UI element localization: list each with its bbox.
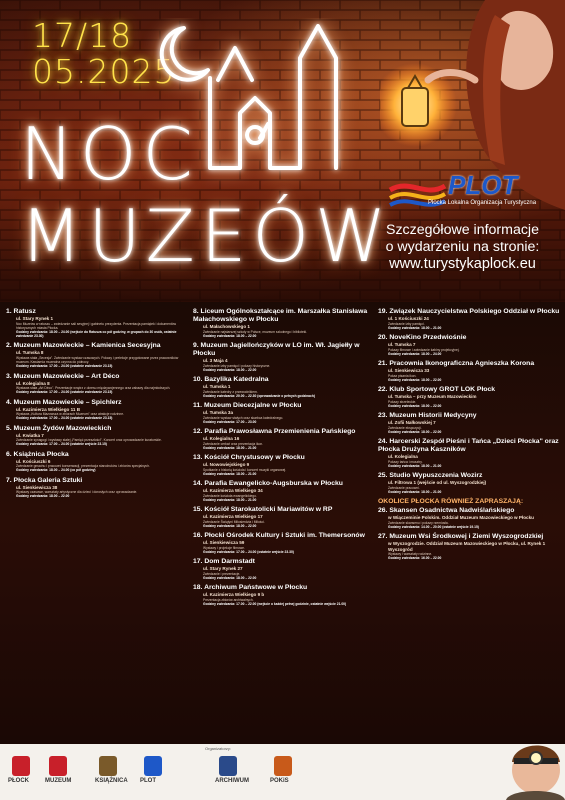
date-month-year: 05.2025 bbox=[32, 52, 176, 91]
entry-description: Wystawa stała „Art Déco". Prezentacje wnętrz z okresu międzywojennego oraz zabawy dla najmłodszych. bbox=[16, 386, 171, 391]
entry-description: Zwiedzanie wystaw stałych oraz skarbca katedralnego. bbox=[203, 415, 284, 420]
sponsor-logo: MUZEUM bbox=[45, 756, 71, 800]
entry-title: 7. Płocka Galeria Sztuki bbox=[6, 476, 83, 484]
sponsor-logo-icon bbox=[49, 756, 67, 776]
program-entry bbox=[378, 386, 560, 408]
entry-hours: Godziny zwiedzania: 18.00 – 21.00 bbox=[203, 445, 257, 450]
entry-title: 14. Parafia Ewangelicko-Augsburska w Płocku bbox=[193, 480, 343, 487]
entry-address: ul. Tumska 8 bbox=[16, 350, 44, 356]
program-entry bbox=[378, 507, 560, 529]
entry-address: w Wyszogrodzie. Oddział Muzeum Mazowieckiego w Płocku, ul. Rynek 1 Wyszogród bbox=[388, 541, 546, 552]
entry-hours: Godziny zwiedzania: 18.00 – 22.00 bbox=[203, 523, 257, 528]
entry-description: Wystawy i warsztaty rodzinne. bbox=[388, 552, 433, 557]
program-entry bbox=[378, 412, 560, 434]
entry-hours: Godziny zwiedzania: 18.00 – 22.00 bbox=[388, 403, 442, 408]
sponsor-logo-icon bbox=[219, 756, 237, 776]
program-entry bbox=[6, 342, 182, 368]
sponsor-logo: ARCHIWUM bbox=[215, 756, 249, 800]
entry-hours: Godziny zwiedzania: 17.00 – 24.00 (ostatnie zwiedzanie 23.15) bbox=[16, 390, 113, 395]
entry-hours: Godziny zwiedzania: 16.00 – 22.00 bbox=[388, 556, 442, 561]
entry-title: 20. NoveKino Przedwiośnie bbox=[378, 334, 467, 341]
program-entry bbox=[378, 308, 560, 330]
section-heading: OKOLICE PŁOCKA RÓWNIEŻ ZAPRASZAJĄ: bbox=[378, 498, 524, 505]
entry-description: Spotkanie z historią kościoła i koncert muzyki organowej. bbox=[203, 467, 287, 472]
entry-title: 26. Skansen Osadnictwa Nadwiślańskiego bbox=[378, 507, 515, 514]
program-entry bbox=[6, 399, 182, 421]
date-days: 17/18 bbox=[32, 16, 133, 55]
entry-address: ul. Sienkiewicza 38 bbox=[16, 484, 58, 490]
entry-address: ul. 1 Kościuszki 24 bbox=[388, 316, 429, 321]
program-entry bbox=[6, 451, 182, 473]
entry-hours: Godziny zwiedzania: 14.00 – 20.00 (ostatnie wejście 19.15) bbox=[388, 524, 479, 529]
info-block bbox=[365, 222, 560, 273]
sponsor-logo-icon bbox=[274, 756, 292, 776]
program-entry bbox=[193, 342, 369, 372]
entry-hours: Godziny zwiedzania: 17.00 – 23.00 bbox=[203, 419, 257, 424]
entry-address: ul. Kolegialna 16 bbox=[203, 436, 240, 441]
entry-address: ul. Kolegialna 8 bbox=[16, 380, 50, 386]
program-entry bbox=[378, 438, 560, 468]
program-column-1 bbox=[6, 308, 182, 503]
entry-hours: Godziny zwiedzania: 17.00 – 22.00 (wejście o każdej pełnej godzinie, ostatnie wejście 21.00) bbox=[203, 601, 347, 606]
entry-hours: Godziny zwiedzania: 18.00 – 24.00 (wejście do Ratusza co pół godziny, w grupach do 30 osób, ostatnie zwiedzanie 23.30) bbox=[16, 330, 177, 339]
entry-description: Prezentacja zbiorów archiwalnych. bbox=[203, 597, 254, 602]
entry-description: Zwiedzanie ekspozycji. bbox=[388, 425, 422, 430]
entry-description: Zwiedzanie katedry z przewodnikiem. bbox=[203, 389, 258, 394]
program-entry bbox=[193, 584, 369, 606]
entry-hours: Godziny zwiedzania: 20.00 – 22.30 (oprowadzanie o pełnych godzinach) bbox=[203, 393, 315, 398]
entry-description: Pokaz pisania ikon. bbox=[388, 373, 417, 378]
entry-description: Noc Muzeów w ratuszu – zwiedzanie sali sesyjnej i gabinetu prezydenta. Prezentacja pamiątek i dokumentów historycznych miasta Płocka. bbox=[16, 321, 176, 330]
sponsor-logo: PŁOCK bbox=[8, 756, 29, 800]
entry-hours: Godziny zwiedzania: 18.00 – 21.00 bbox=[388, 489, 442, 494]
entry-address: ul. Filtrowa 1 (wejście od ul. Wyszogrodzkiej) bbox=[388, 480, 487, 485]
entry-title: 17. Dom Darmstadt bbox=[193, 558, 255, 565]
entry-address: ul. Kazimierza Wielkiego 17 bbox=[203, 514, 263, 519]
entry-title: 15. Kościół Starokatolicki Mariawitów w RP bbox=[193, 506, 333, 513]
sponsor-logo-icon bbox=[144, 756, 162, 776]
entry-address: ul. Kazimierza Wielkiego 9 b bbox=[203, 592, 265, 597]
entry-description: Zwiedzanie Świątyni Miłosierdzia i Miłości. bbox=[203, 519, 265, 524]
program-entry bbox=[6, 477, 182, 499]
entry-description: Zwiedzanie pracowni. bbox=[388, 485, 420, 490]
entry-address: ul. Kwiatka 7 bbox=[16, 432, 44, 438]
entry-address: ul. Stary Rynek 27 bbox=[203, 566, 243, 571]
info-url[interactable]: www.turystykaplock.eu bbox=[389, 256, 536, 272]
entry-hours: Godziny zwiedzania: 18.00 – 21.00 bbox=[203, 471, 257, 476]
hero-banner bbox=[0, 0, 565, 302]
entry-title: 21. Pracownia Ikonograficzna Agnieszka Korona bbox=[378, 360, 535, 367]
entry-description: Wystawy i projekcje filmowe. bbox=[203, 545, 245, 550]
entry-address: ul. 3 Maja 4 bbox=[203, 358, 228, 363]
entry-description: Zwiedzanie izby pamięci. bbox=[388, 321, 425, 326]
program-entry bbox=[6, 425, 182, 447]
info-line-1: Szczegółowe informacje bbox=[386, 222, 539, 238]
entry-address: ul. Kościuszki 6 bbox=[16, 458, 51, 464]
entry-hours: Godziny zwiedzania: 18.00 – 22.00 bbox=[388, 429, 442, 434]
boy-with-headlamp-photo bbox=[496, 724, 565, 800]
title-line-1: NOC bbox=[20, 112, 199, 196]
program-entry bbox=[193, 506, 369, 528]
program-column-2 bbox=[193, 308, 369, 610]
plot-logo-subtitle: Płocka Lokalna Organizacja Turystyczna bbox=[428, 200, 537, 206]
entry-title: 27. Muzeum Wsi Środkowej i Ziemi Wyszogrodzkiej bbox=[378, 533, 544, 540]
sponsor-logo: PLOT bbox=[140, 756, 156, 800]
entry-title: 16. Płocki Ośrodek Kultury i Sztuki im. Themersonów bbox=[193, 532, 365, 539]
entry-title: 23. Muzeum Historii Medycyny bbox=[378, 412, 477, 419]
entry-description: Wystawa stała „Secesja". Zwiedzanie wystaw czasowych. Pokazy i prelekcje przygotowane przez pracowników muzeum. Kawiarnia muzealna czynna do północy. bbox=[16, 356, 179, 365]
entry-address: ul. Sienkiewicza 59 bbox=[203, 540, 245, 545]
entry-title: 22. Klub Sportowy GROT LOK Płock bbox=[378, 386, 496, 393]
entry-title: 25. Studio Wypuszczenia Wozirz bbox=[378, 472, 483, 479]
entry-description: Pokazy strzeleckie. bbox=[388, 399, 417, 404]
entry-address: w Wiączeminie Polskim. Oddział Muzeum Mazowieckiego w Płocku bbox=[388, 515, 534, 520]
entry-address: ul. Nowowiejskiego 9 bbox=[203, 462, 250, 467]
entry-hours: Godziny zwiedzania: 17.00 – 24.00 (ostatnie wejście 23.15) bbox=[16, 442, 107, 447]
entry-address: ul. Tumska – przy Muzeum Mazowieckim bbox=[388, 394, 477, 399]
entry-hours: Godziny zwiedzania: 18.00 – 22.00 bbox=[203, 367, 257, 372]
entry-title: 4. Muzeum Mazowieckie – Spichlerz bbox=[6, 398, 122, 406]
entry-description: Wystawy czasowe, warsztaty artystyczne dla dzieci i dorosłych oraz oprowadzanie. bbox=[16, 490, 138, 495]
entry-description: Zwiedzanie najstarszej szkoły w Polsce, muzeum szkolnego i biblioteki. bbox=[203, 329, 308, 334]
program-list bbox=[0, 302, 565, 744]
program-entry bbox=[378, 360, 560, 382]
sponsor-logo-icon bbox=[99, 756, 117, 776]
entry-title: 3. Muzeum Mazowieckie – Art Déco bbox=[6, 372, 120, 380]
entry-hours: Godziny zwiedzania: 18.00 – 21.00 bbox=[203, 497, 257, 502]
entry-title: 18. Archiwum Państwowe w Płocku bbox=[193, 584, 308, 591]
program-column-3 bbox=[378, 308, 560, 565]
entry-description: Wystawa „Kultura Mazowsza w zbiorach Muzeum" oraz atrakcje rodzinne. bbox=[16, 412, 124, 417]
entry-hours: Godziny zwiedzania: 17.00 – 24.00 (ostatnie zwiedzanie 23.15) bbox=[16, 416, 113, 421]
entry-address: ul. Stary Rynek 1 bbox=[16, 316, 54, 321]
entry-address: ul. Tumska 3a bbox=[203, 410, 234, 415]
entry-hours: Godziny zwiedzania: 18.00 – 21.00 bbox=[388, 463, 442, 468]
entry-address: ul. Tumska 7 bbox=[388, 342, 416, 347]
entry-hours: Godziny zwiedzania: 18.00 – 22.00 bbox=[16, 494, 70, 499]
entry-address: ul. Tumska 1 bbox=[203, 384, 231, 389]
entry-title: 2. Muzeum Mazowieckie – Kamienica Secesyjna bbox=[6, 342, 161, 350]
entry-title: 5. Muzeum Żydów Mazowieckich bbox=[6, 424, 112, 432]
title-line-2: MUZEÓW bbox=[20, 194, 393, 278]
entry-address: ul. Sienkiewicza 33 bbox=[388, 368, 430, 373]
entry-hours: Godziny zwiedzania: 18.00 – 21.00 bbox=[388, 325, 442, 330]
entry-title: 11. Muzeum Diecezjalne w Płocku bbox=[193, 402, 302, 409]
program-entry bbox=[378, 472, 560, 494]
sponsor-logo: POKiS bbox=[270, 756, 289, 800]
program-entry bbox=[193, 480, 369, 502]
entry-title: 19. Związek Nauczycielstwa Polskiego Oddział w Płocku bbox=[378, 308, 560, 315]
entry-title: 10. Bazylika Katedralna bbox=[193, 376, 269, 383]
entry-hours: Godziny zwiedzania: 18.00 – 24.00 (co pół godziny) bbox=[16, 468, 96, 473]
program-entry bbox=[6, 308, 182, 338]
entry-address: ul. Kazimierza Wielkiego 34 bbox=[203, 488, 263, 493]
program-entry bbox=[193, 558, 369, 580]
program-entry bbox=[193, 532, 369, 554]
entry-description: Zwiedzanie skansenu i pokazy rzemiosła. bbox=[388, 520, 449, 525]
entry-description: Zwiedzanie gmachu i pracowni konserwacji, prezentacja starodruków i zbiorów specjalnych. bbox=[16, 464, 150, 469]
entry-address: ul. Kazimierza Wielkiego 11 B bbox=[16, 406, 81, 412]
entry-description: Pokazy filmowe i zwiedzanie kabiny projekcyjnej. bbox=[388, 347, 460, 352]
entry-hours: Godziny zwiedzania: 18.00 – 22.00 bbox=[203, 575, 257, 580]
entry-title: 1. Ratusz bbox=[6, 308, 36, 315]
program-entry bbox=[6, 373, 182, 395]
program-entry bbox=[193, 428, 369, 450]
program-entry bbox=[193, 454, 369, 476]
entry-hours: Godziny zwiedzania: 17.00 – 24.00 (ostatnie wejście 23.30) bbox=[203, 549, 294, 554]
entry-title: 24. Harcerski Zespół Pieśni i Tańca „Dzieci Płocka" oraz Płocka Drużyna Kaszników bbox=[378, 438, 559, 453]
entry-title: 6. Książnica Płocka bbox=[6, 450, 69, 458]
entry-address: ul. Małachowskiego 1 bbox=[203, 324, 250, 329]
program-entry bbox=[378, 533, 560, 561]
entry-address: ul. Kolegialna bbox=[388, 454, 418, 459]
plot-logo-text: PLOT bbox=[448, 170, 518, 200]
entry-description: Zwiedzanie synagogi i wystawy stałej „Pamięć przeszłości". Koncert oraz oprowadzanie kuratorskie. bbox=[16, 438, 162, 443]
entry-description: Zwiedzanie i prezentacje. bbox=[203, 571, 241, 576]
entry-title: 13. Kościół Chrystusowy w Płocku bbox=[193, 454, 305, 461]
entry-hours: Godziny zwiedzania: 18.00 – 22.00 bbox=[388, 377, 442, 382]
program-entry bbox=[193, 376, 369, 398]
entry-hours: Godziny zwiedzania: 18.00 – 22.00 bbox=[203, 333, 257, 338]
sponsor-logo-icon bbox=[12, 756, 30, 776]
sponsor-footer bbox=[0, 744, 565, 800]
entry-hours: Godziny zwiedzania: 17.00 – 24.00 (ostatnie zwiedzanie 23.15) bbox=[16, 364, 113, 369]
entry-address: ul. Zofii Nałkowskiej 7 bbox=[388, 420, 436, 425]
program-entry bbox=[193, 308, 369, 338]
entry-title: 12. Parafia Prawosławna Przemienienia Pańskiego bbox=[193, 428, 356, 435]
entry-description: Pokazy tańca i musztry. bbox=[388, 459, 423, 464]
entry-description: Zwiedzanie izby pamięci i pokazy historyczne. bbox=[203, 363, 271, 368]
entry-title: 8. Liceum Ogólnokształcące im. Marszałka Stanisława Małachowskiego w Płocku bbox=[193, 308, 368, 323]
info-line-2: o wydarzeniu na stronie: bbox=[385, 239, 540, 255]
footer-label: Organizatorzy: bbox=[205, 746, 232, 751]
entry-hours: Godziny zwiedzania: 18.00 – 24.00 bbox=[388, 351, 442, 356]
entry-description: Zwiedzanie kościoła ewangelickiego. bbox=[203, 493, 257, 498]
sponsor-logo: KSIĄŻNICA bbox=[95, 756, 128, 800]
program-entry bbox=[378, 334, 560, 356]
entry-description: Zwiedzanie cerkwi oraz prezentacja ikon. bbox=[203, 441, 264, 446]
entry-title: 9. Muzeum Jagiellończyków w LO im. Wł. Jagiełły w Płocku bbox=[193, 342, 360, 357]
program-entry bbox=[193, 402, 369, 424]
